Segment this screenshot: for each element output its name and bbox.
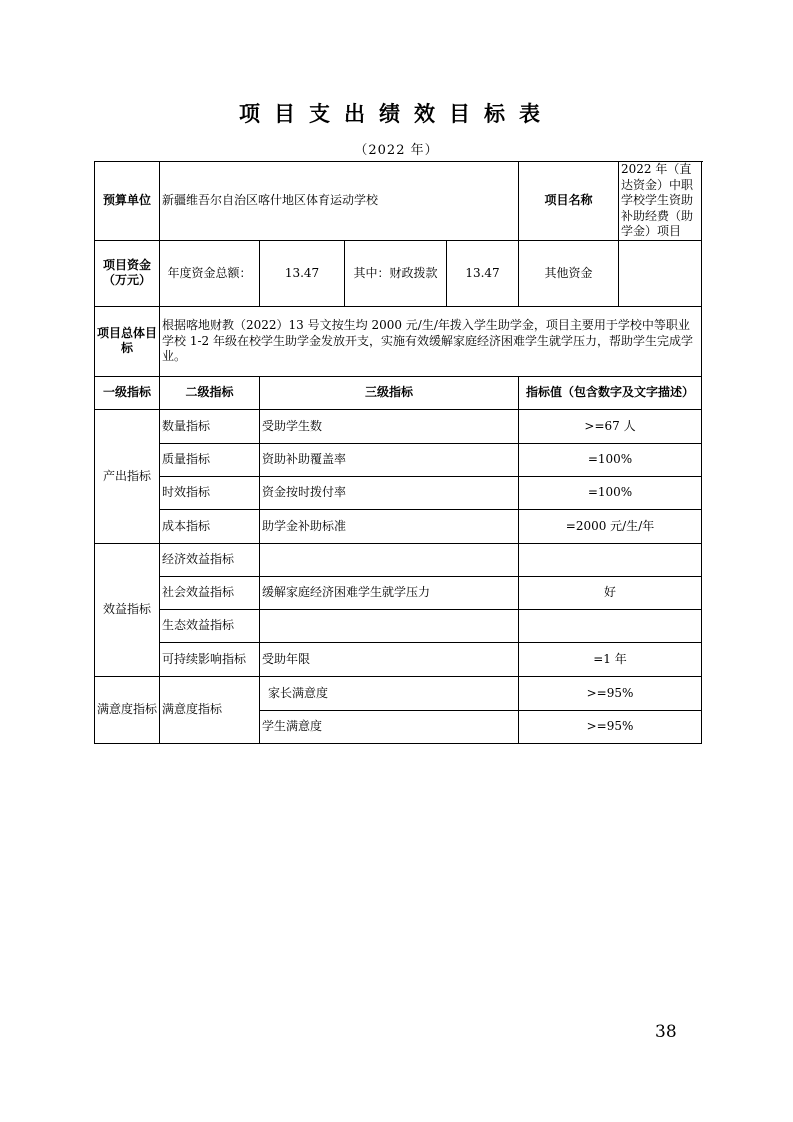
- value-cell: >=95%: [519, 676, 702, 710]
- level2-cell: 社会效益指标: [160, 576, 260, 609]
- level2-cell: 经济效益指标: [160, 543, 260, 576]
- level2-cell: 时效指标: [160, 476, 260, 509]
- fiscal-label: 其中：财政拨款: [345, 240, 447, 306]
- col-value: 指标值（包含数字及文字描述）: [519, 376, 702, 409]
- other-funds-label: 其他资金: [519, 240, 619, 306]
- goal-text: 根据喀地财教（2022）13 号文按生均 2000 元/生/年拨入学生助学金，项目主要用于学校中等职业学校 1-2 年级在校学生助学金发放开支，实施有效缓解家庭经济困难学生就学压力，帮助学生完成学业。: [160, 306, 702, 376]
- goal-label: 项目总体目标: [95, 306, 160, 376]
- level2-cell: 成本指标: [160, 509, 260, 543]
- level1-output: 产出指标: [95, 409, 160, 543]
- value-cell: [519, 609, 702, 642]
- level2-cell: 生态效益指标: [160, 609, 260, 642]
- level3-cell: 家长满意度: [260, 676, 519, 710]
- level3-cell: 资金按时拨付率: [260, 476, 519, 509]
- budget-unit-label: 预算单位: [95, 162, 160, 241]
- level1-satisfaction: 满意度指标: [95, 676, 160, 743]
- level3-cell: [260, 609, 519, 642]
- level2-cell: 质量指标: [160, 443, 260, 476]
- other-funds-value: [619, 240, 702, 306]
- col-level1: 一级指标: [95, 376, 160, 409]
- level2-cell: 可持续影响指标: [160, 642, 260, 676]
- page-number: 38: [655, 1022, 677, 1042]
- funds-label: 项目资金（万元）: [95, 240, 160, 306]
- performance-target-table: [94, 161, 702, 744]
- value-cell: =100%: [519, 443, 702, 476]
- year-label: （2022 年）: [354, 143, 439, 158]
- annual-total-label: 年度资金总额：: [160, 240, 260, 306]
- level2-cell: 数量指标: [160, 409, 260, 443]
- value-cell: =100%: [519, 476, 702, 509]
- budget-unit-value: 新疆维吾尔自治区喀什地区体育运动学校: [160, 162, 519, 241]
- level3-cell: 受助年限: [260, 642, 519, 676]
- level3-cell: 资助补助覆盖率: [260, 443, 519, 476]
- value-cell: >=95%: [519, 710, 702, 743]
- fiscal-value: 13.47: [447, 240, 519, 306]
- level3-cell: 学生满意度: [260, 710, 519, 743]
- project-name-value: 2022 年（直达资金）中职学校学生资助补助经费（助学金）项目: [619, 162, 702, 241]
- level3-cell: [260, 543, 519, 576]
- value-cell: >=67 人: [519, 409, 702, 443]
- annual-total-value: 13.47: [260, 240, 345, 306]
- level3-cell: 受助学生数: [260, 409, 519, 443]
- col-level2: 二级指标: [160, 376, 260, 409]
- value-cell: =1 年: [519, 642, 702, 676]
- page-title: 项目支出绩效目标表: [239, 102, 554, 126]
- col-level3: 三级指标: [260, 376, 519, 409]
- level1-benefit: 效益指标: [95, 543, 160, 676]
- value-cell: 好: [519, 576, 702, 609]
- level3-cell: 助学金补助标准: [260, 509, 519, 543]
- level2-satisfaction: 满意度指标: [160, 676, 260, 743]
- value-cell: [519, 543, 702, 576]
- level3-cell: 缓解家庭经济困难学生就学压力: [260, 576, 519, 609]
- project-name-label: 项目名称: [519, 162, 619, 241]
- value-cell: =2000 元/生/年: [519, 509, 702, 543]
